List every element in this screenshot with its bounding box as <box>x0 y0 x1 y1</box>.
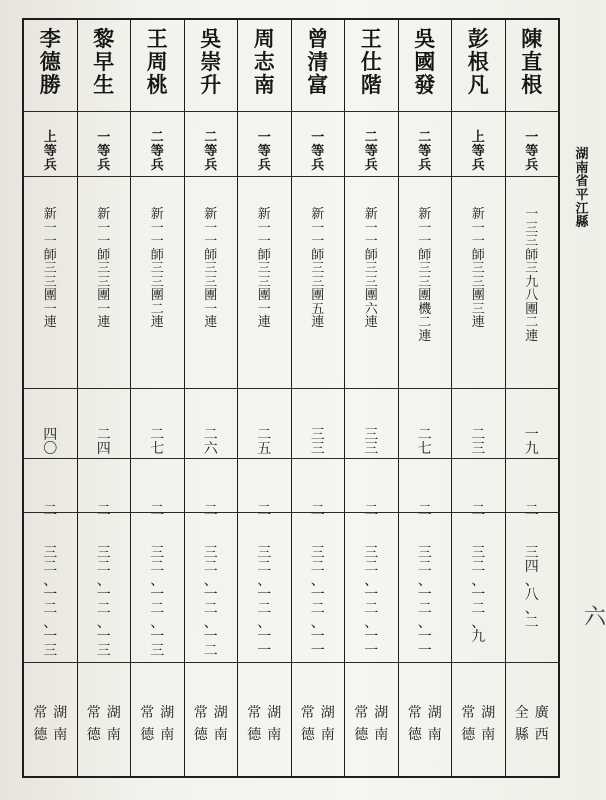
soldier-rank: 上 等 兵 <box>43 130 57 173</box>
soldier-name: 曾 清 富 <box>307 26 329 97</box>
soldier-rank: 二 等 兵 <box>418 130 432 173</box>
casualty-place-part: 常 德 <box>86 705 101 743</box>
soldier-unit: 一 三 三 師 三 九 八 團 二 連 <box>525 207 539 344</box>
row-divider-age <box>22 458 560 459</box>
casualty-place-part: 湖 南 <box>160 705 175 743</box>
soldier-grade: 二 <box>310 503 325 519</box>
soldier-name: 彭 根 凡 <box>467 26 489 97</box>
casualty-place-part: 廣 西 <box>534 705 549 743</box>
soldier-grade: 二 <box>203 503 218 519</box>
casualty-place-part: 湖 南 <box>106 705 121 743</box>
casualty-place-part: 湖 南 <box>427 705 442 743</box>
casualty-place-part: 常 德 <box>461 705 476 743</box>
soldier-unit: 新 一 一 師 三 三 團 六 連 <box>364 207 378 330</box>
soldier-rank: 一 等 兵 <box>311 130 325 173</box>
casualty-place-part: 常 德 <box>247 705 262 743</box>
soldier-unit: 新 一 一 師 三 三 團 一 連 <box>97 207 111 330</box>
casualty-place <box>506 688 559 758</box>
casualty-place <box>452 688 505 758</box>
soldier-unit: 新 一 一 師 三 三 團 機 二 連 <box>418 207 432 344</box>
soldier-age: 二 五 <box>257 427 272 457</box>
casualty-place <box>185 688 238 758</box>
casualty-date: 三 四 、 八 、 二 <box>524 545 539 631</box>
soldier-grade: 二 <box>364 503 379 519</box>
soldier-rank: 二 等 兵 <box>150 130 164 173</box>
soldier-rank: 一 等 兵 <box>257 130 271 173</box>
casualty-place <box>345 688 398 758</box>
soldier-grade: 二 <box>43 503 58 519</box>
casualty-date: 三 二 、 一 二 、 一 一 <box>364 545 379 659</box>
soldier-age: 二 四 <box>96 427 111 457</box>
casualty-place <box>292 688 345 758</box>
row-divider-grade <box>22 512 560 513</box>
casualty-place-part: 常 德 <box>354 705 369 743</box>
casualty-place-part: 湖 南 <box>267 705 282 743</box>
casualty-date: 三 二 、 一 二 、 一 二 <box>203 545 218 659</box>
soldier-name: 陳 直 根 <box>521 26 543 97</box>
casualty-date: 三 二 、 一 二 、 一 三 <box>96 545 111 659</box>
casualty-place-part: 常 德 <box>33 705 48 743</box>
row-divider-name <box>22 111 560 112</box>
soldier-unit: 新 一 一 師 三 三 團 二 連 <box>150 207 164 330</box>
soldier-grade: 二 <box>96 503 111 519</box>
casualty-place-part: 常 德 <box>300 705 315 743</box>
soldier-age: 二 三 <box>471 427 486 457</box>
soldier-unit: 新 一 一 師 三 三 團 五 連 <box>311 207 325 330</box>
soldier-rank: 上 等 兵 <box>471 130 485 173</box>
soldier-unit: 新 一 一 師 三 三 團 一 連 <box>43 207 57 330</box>
soldier-grade: 二 <box>150 503 165 519</box>
soldier-name: 吳 國 發 <box>414 26 436 97</box>
casualty-place-part: 湖 南 <box>53 705 68 743</box>
casualty-place <box>78 688 131 758</box>
casualty-date: 三 二 、 一 二 、 一 一 <box>310 545 325 659</box>
casualty-date: 三 二 、 一 二 、 九 <box>471 545 486 645</box>
casualty-place-part: 常 德 <box>193 705 208 743</box>
soldier-grade: 二 <box>471 503 486 519</box>
row-divider-date <box>22 662 560 663</box>
casualty-place <box>131 688 184 758</box>
soldier-unit: 新 一 一 師 三 三 團 一 連 <box>204 207 218 330</box>
soldier-rank: 二 等 兵 <box>364 130 378 173</box>
casualty-date: 三 二 、 一 二 、 一 一 <box>257 545 272 659</box>
soldier-name: 王 仕 階 <box>360 26 382 97</box>
casualty-place-part: 湖 南 <box>213 705 228 743</box>
casualty-place <box>238 688 291 758</box>
casualty-date: 三 二 、 一 二 、 一 三 <box>43 545 58 659</box>
soldier-name: 黎 早 生 <box>93 26 115 97</box>
row-divider-unit <box>22 388 560 389</box>
soldier-age: 二 六 <box>203 427 218 457</box>
soldier-unit: 新 一 一 師 三 三 團 一 連 <box>257 207 271 330</box>
row-divider-rank <box>22 176 560 177</box>
soldier-grade: 二 <box>257 503 272 519</box>
casualty-place-part: 湖 南 <box>481 705 496 743</box>
casualty-place <box>24 688 77 758</box>
casualty-place-part: 常 德 <box>407 705 422 743</box>
soldier-age: 二 七 <box>417 427 432 457</box>
province-county-label: 湖 南 省 平 江 縣 <box>575 147 589 231</box>
soldier-grade: 二 <box>417 503 432 519</box>
roster-table <box>22 18 560 778</box>
page-mark: 六 <box>584 605 606 630</box>
soldier-name: 李 德 勝 <box>39 26 61 97</box>
soldier-name: 周 志 南 <box>253 26 275 97</box>
soldier-rank: 一 等 兵 <box>97 130 111 173</box>
casualty-date: 三 二 、 一 二 、 一 三 <box>150 545 165 659</box>
casualty-place-part: 湖 南 <box>374 705 389 743</box>
soldier-age: 二 七 <box>150 427 165 457</box>
soldier-unit: 新 一 一 師 三 三 團 三 連 <box>471 207 485 330</box>
soldier-age: 一 九 <box>524 427 539 457</box>
casualty-date: 三 二 、 一 二 、 一 一 <box>417 545 432 659</box>
soldier-age: 三 三 <box>310 427 325 457</box>
soldier-age: 三 三 <box>364 427 379 457</box>
soldier-name: 吳 崇 升 <box>200 26 222 97</box>
soldier-name: 王 周 桃 <box>146 26 168 97</box>
casualty-place <box>399 688 452 758</box>
casualty-place-part: 常 德 <box>140 705 155 743</box>
casualty-place-part: 全 縣 <box>514 705 529 743</box>
soldier-age: 四 〇 <box>43 427 58 457</box>
soldier-rank: 一 等 兵 <box>525 130 539 173</box>
soldier-grade: 二 <box>524 503 539 519</box>
casualty-place-part: 湖 南 <box>320 705 335 743</box>
soldier-rank: 二 等 兵 <box>204 130 218 173</box>
